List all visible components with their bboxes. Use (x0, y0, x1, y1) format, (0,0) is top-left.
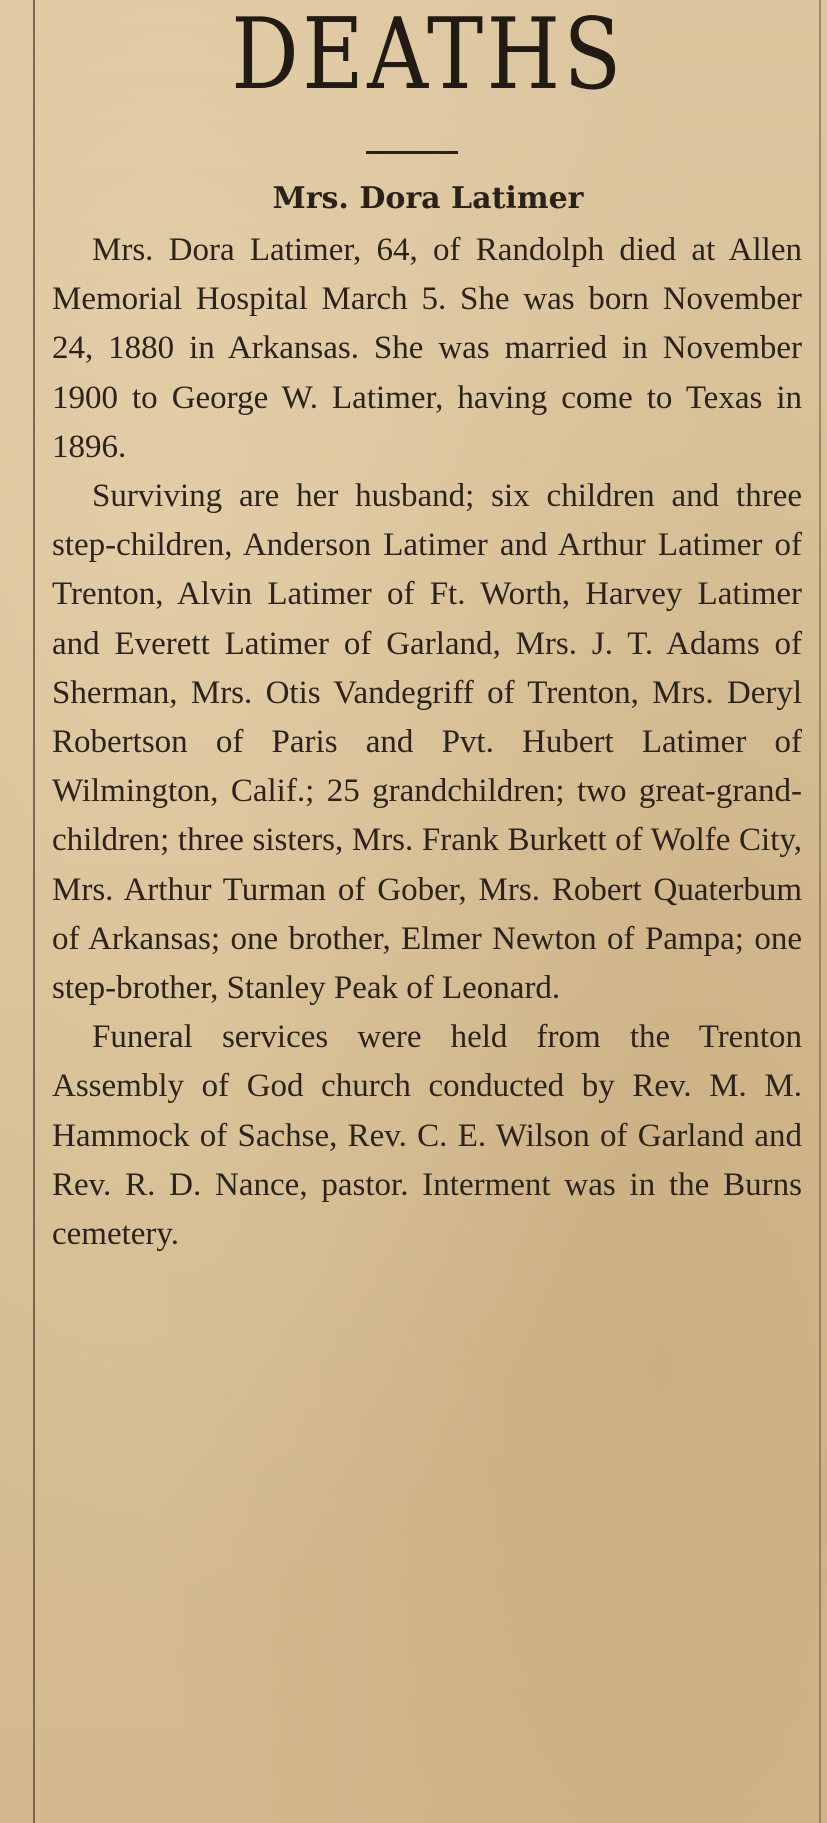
paragraph-survivors: Surviving are her husband; six children and three step-children, Anderson Latimer and Arthur Latimer of Trenton, Alvin Latimer of Ft. Worth, Harvey Latimer and Everett Latimer of Garland, Mrs. J. T. Adams of Sherman, Mrs. Otis Vandegriff of Trenton, Mrs. Deryl Robertson of Paris and Pvt. Hubert Latimer of Wilmington, Calif.; 25 grandchildren; two great-grandchildren; three sisters, Mrs. Frank Burkett of Wolfe City, Mrs. Arthur Turman of Gober, Mrs. Robert Quaterbum of Arkansas; one brother, Elmer Newton of Pampa; one step-brother, Stanley Peak of Leonard. (52, 478, 802, 1007)
section-headline: DEATHS (231, 0, 625, 112)
paragraph-services: Funeral services were held from the Trenton Assembly of God church conducted by Rev. M. M. Hammock of Sachse, Rev. C. E. Wilson of Garland and Rev. R. D. Nance, pastor. Interment was in the Burns cemetery. (52, 1019, 802, 1253)
column-rule-left (33, 0, 35, 1823)
column-rule-right (819, 0, 821, 1823)
paragraph-biography: Mrs. Dora Latimer, 64, of Randolph died at Allen Memorial Hospital March 5. She was born November 24, 1880 in Arkansas. She was married in November 1900 to George W. Latimer, having come to Texas in 1896. (52, 232, 802, 465)
obituary-body (52, 226, 802, 1259)
headline-divider (366, 151, 458, 154)
obituary-name: Mrs. Dora Latimer (272, 181, 584, 216)
